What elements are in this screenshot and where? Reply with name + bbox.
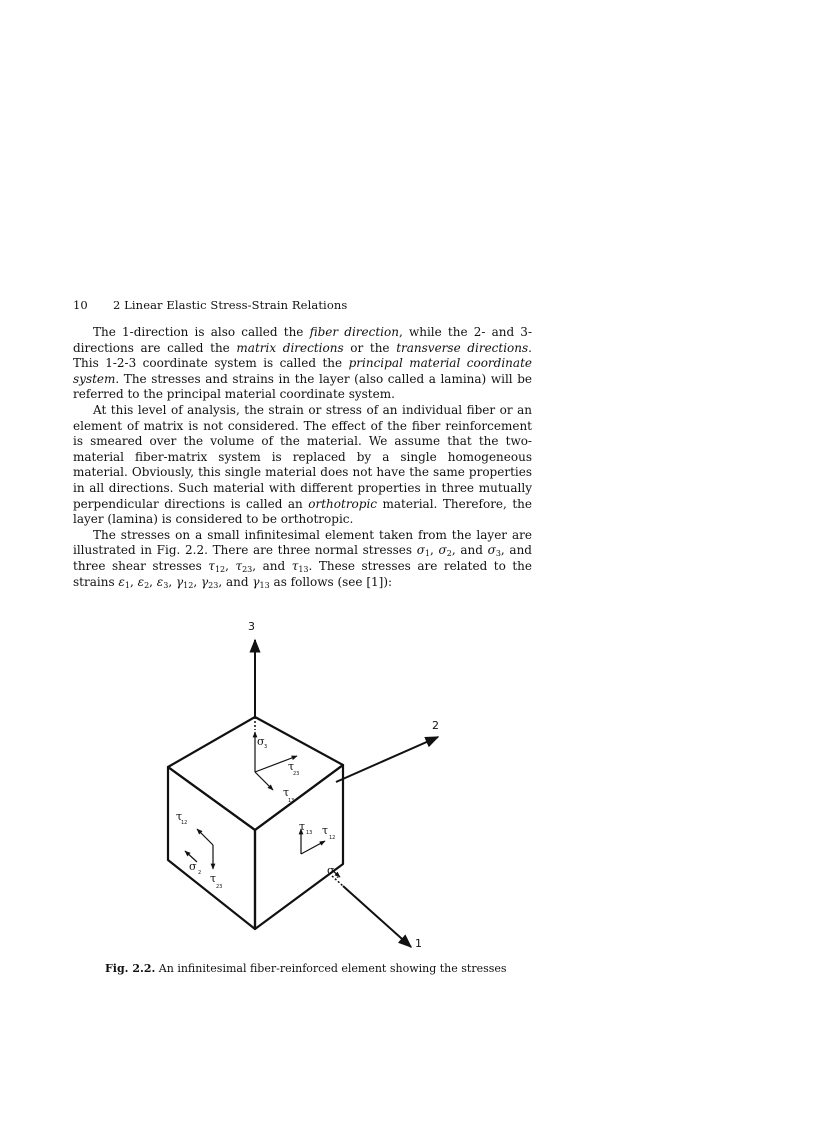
body-text: [73, 325, 532, 590]
figure-caption: [105, 962, 565, 975]
tau-13-right-label: τ: [299, 820, 306, 833]
term-matrix-directions: matrix directions: [236, 340, 344, 355]
text-run: , while the 2- and 3-directions are called the: [73, 325, 532, 355]
figure-stress-element: [160, 612, 460, 957]
subscript: 12: [181, 820, 188, 826]
sigma-2: $\sigma_2$: [438, 543, 452, 559]
sigma-2-label: σ: [189, 860, 197, 873]
tau-12-left-label: τ: [176, 810, 183, 823]
caption-label: Fig. 2.2.: [105, 962, 156, 975]
paragraph-1: [73, 325, 532, 403]
sigma-1-label: σ: [327, 864, 335, 877]
text-run: as follows (see [1]):: [269, 574, 393, 589]
axis-1-label: 1: [415, 937, 422, 950]
text-run: At this level of analysis, the strain or stress of an individual fiber or an element of matrix is not considered. The effect of the fiber reinforcement is smeared over the volume of the material. We assume that the two-material fiber-matrix system is replaced by a single homogeneous material. Obviously, this single material does not have the same properties in all directions. Such material with different properties in three mutually perpendicular directions is called an: [73, 402, 532, 511]
gamma-13: $\gamma_{13}$: [252, 574, 270, 590]
text-run: The stresses on a small infinitesimal element taken from the layer are illustrated in Fig. 2.2. There are three normal stresses: [73, 527, 532, 558]
cube-right-face: [255, 765, 343, 929]
subscript: 12: [329, 835, 336, 841]
tau-23-top-label: τ: [288, 760, 295, 773]
gamma-23: $\gamma_{23}$: [200, 574, 219, 590]
cube-left-face: [168, 767, 255, 929]
term-principal-system: principal material coordinate system: [73, 356, 532, 386]
term-orthotropic: orthotropic: [308, 496, 378, 511]
subscript: 2: [198, 870, 202, 876]
epsilon-2: $\varepsilon_2$: [137, 574, 150, 590]
tau-23: $\tau_{23}$: [235, 558, 253, 574]
tau-12: $\tau_{12}$: [208, 558, 226, 574]
subscript: 13: [306, 830, 313, 836]
subscript: 3: [264, 744, 268, 750]
stress-cube-diagram: [160, 612, 460, 957]
running-title: 2 Linear Elastic Stress-Strain Relations: [113, 298, 348, 312]
subscript: 23: [293, 771, 300, 777]
tau-23-left-label: τ: [210, 872, 217, 885]
running-header: [73, 298, 347, 312]
tau-13: $\tau_{13}$: [291, 558, 309, 574]
caption-text: An infinitesimal fiber-reinforced element showing the stresses: [155, 962, 507, 975]
tau-13-top-label: τ: [283, 786, 290, 799]
page-number: 10: [73, 298, 88, 312]
text-run: . These stresses are related to the strains: [73, 558, 532, 589]
text-run: , and three shear stresses: [73, 543, 532, 573]
text-run: material. Therefore, the layer (lamina) is considered to be orthotropic.: [73, 496, 532, 527]
epsilon-3: $\varepsilon_3$: [156, 574, 169, 590]
axis-3-label: 3: [248, 620, 255, 633]
axis-2-arrow: [336, 737, 438, 782]
tau-12-right-label: τ: [322, 824, 329, 837]
subscript: 23: [216, 884, 223, 890]
axis-1-arrow: [343, 886, 411, 947]
sigma-1: $\sigma_1$: [416, 543, 431, 559]
text-run: or the: [343, 340, 397, 355]
text-run: . The stresses and strains in the layer (also called a lamina) will be referred to the principal material coordinate system.: [73, 371, 532, 402]
paragraph-2: [73, 403, 532, 528]
text-run: The 1-direction is also called the: [93, 325, 310, 339]
subscript: 1: [336, 874, 340, 880]
gamma-12: $\gamma_{12}$: [175, 574, 194, 590]
text-run: . This 1-2-3 coordinate system is called the: [73, 340, 532, 371]
term-fiber-direction: fiber direction: [309, 325, 399, 339]
term-transverse-directions: transverse directions: [396, 340, 529, 355]
sigma-3: $\sigma_3$: [487, 543, 501, 559]
epsilon-1: $\varepsilon_1$: [118, 574, 130, 590]
axis-2-label: 2: [432, 719, 439, 732]
sigma-3-label: σ: [257, 735, 265, 748]
paragraph-3: The stresses on a small infinitesimal element taken from the layer are illustrated in Fig. 2.2. There are three normal stresses $\sigma_1$, $\sigma_2$, and $\sigma_3$, and three shear stresses $\tau_{12}$, $\tau_{23}$, and $\tau_{13}$. These stresses are related to the strains $\varepsilon_1$, $\varepsilon_2$, $\varepsilon_3$, $\gamma_{12}$, $\gamma_{23}$, and $\gamma_{13}$ as follows (see [1]):: [73, 527, 532, 590]
subscript: 13: [288, 798, 295, 804]
